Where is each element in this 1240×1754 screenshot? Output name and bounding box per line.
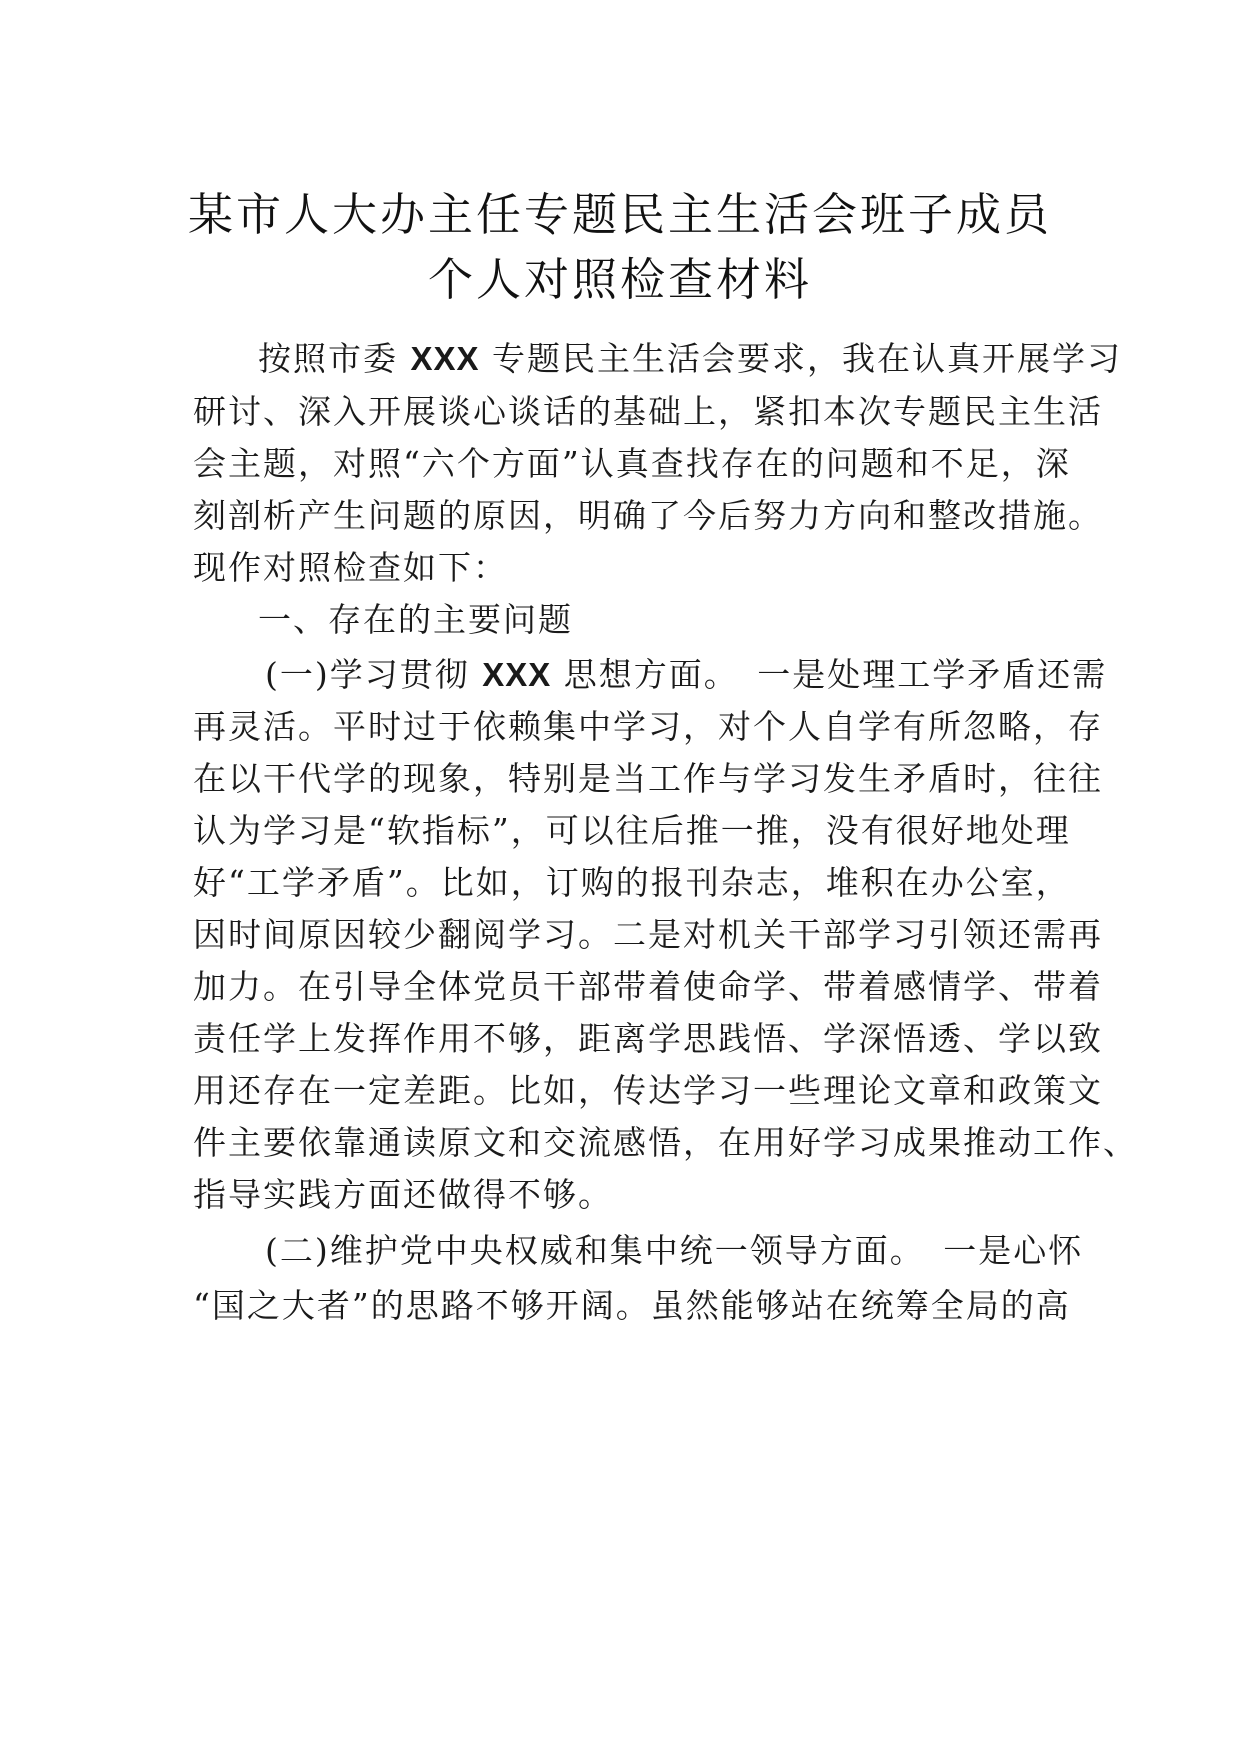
intro-line-5: 现作对照检查如下： bbox=[193, 548, 508, 587]
item1-line-7: 加力。在引导全体党员干部带着使命学、带着感情学、带着 bbox=[193, 967, 1103, 1006]
item1-line-6: 因时间原因较少翻阅学习。二是对机关干部学习引领还需再 bbox=[193, 915, 1103, 954]
item1-line-8: 责任学上发挥作用不够，距离学思践悟、学深悟透、学以致 bbox=[193, 1019, 1103, 1058]
item1-line-2: 再灵活。平时过于依赖集中学习，对个人自学有所忽略，存 bbox=[193, 707, 1103, 746]
item1-line-9: 用还存在一定差距。比如，传达学习一些理论文章和政策文 bbox=[193, 1071, 1103, 1110]
item1-line-11: 指导实践方面还做得不够。 bbox=[193, 1175, 613, 1214]
item1-line-10: 件主要依靠通读原文和交流感悟，在用好学习成果推动工作、 bbox=[193, 1123, 1138, 1162]
intro-line-1-post: 专题民主生活会要求，我在认真开展学习 bbox=[492, 339, 1123, 378]
intro-line-4: 刻剖析产生问题的原因，明确了今后努力方向和整改措施。 bbox=[193, 496, 1103, 535]
intro-line-1-bold: XXX bbox=[410, 340, 480, 377]
item2-line-2: “国之大者”的思路不够开阔。虽然能够站在统筹全局的高 bbox=[193, 1286, 1071, 1325]
item1-line-1-bold: XXX bbox=[482, 656, 552, 693]
item1-line-1-pre: (一)学习贯彻 bbox=[265, 655, 470, 694]
intro-line-1 bbox=[258, 333, 1138, 380]
item1-line-1-post: 思想方面。 一是处理工学矛盾还需 bbox=[563, 655, 1108, 694]
document-title-line-1: 某市人大办主任专题民主生活会班子成员 bbox=[187, 188, 1052, 241]
item1-line-5: 好“工学矛盾”。比如，订购的报刊杂志，堆积在办公室， bbox=[193, 863, 1071, 902]
section-heading-1: 一、存在的主要问题 bbox=[258, 600, 573, 639]
item1-line-4: 认为学习是“软指标”，可以往后推一推，没有很好地处理 bbox=[193, 811, 1071, 850]
item1-line-3: 在以干代学的现象，特别是当工作与学习发生矛盾时，往往 bbox=[193, 759, 1103, 798]
intro-line-1-pre: 按照市委 bbox=[258, 339, 398, 378]
item1-line-1 bbox=[265, 649, 1145, 696]
intro-line-3: 会主题，对照“六个方面”认真查找存在的问题和不足，深 bbox=[193, 444, 1071, 483]
intro-line-2: 研讨、深入开展谈心谈话的基础上，紧扣本次专题民主生活 bbox=[193, 392, 1103, 431]
item2-line-1: (二)维护党中央权威和集中统一领导方面。 一是心怀 bbox=[265, 1231, 1084, 1270]
document-title-line-2: 个人对照检查材料 bbox=[427, 253, 812, 306]
